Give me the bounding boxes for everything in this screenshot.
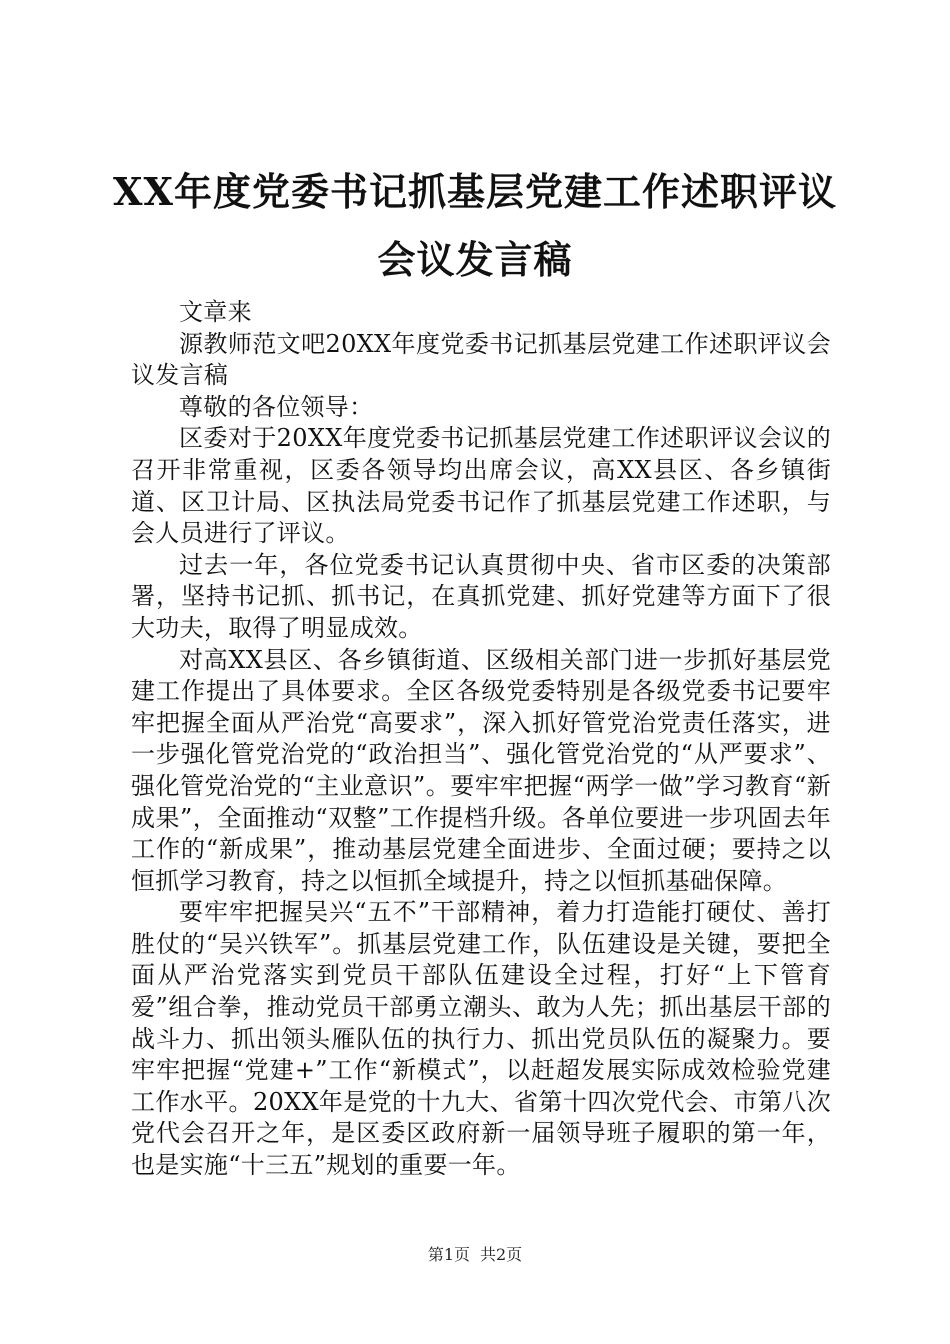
paragraph-4: 要牢牢把握吴兴“五不”干部精神，着力打造能打硬仗、善打胜仗的“吴兴铁军”。抓基层党建工作，队伍建设是关键，要把全面从严治党落实到党员干部队伍建设全过程，打好“上下管育爱”组合拳，推动党员干部勇立潮头、敢为人先；抓出基层干部的战斗力、抓出领头雁队伍的执行力、抓出党员队伍的凝聚力。要牢牢把握“党建+”工作“新模式”，以赶超发展实际成效检验党建工作水平。20XX年是党的十九大、省第十四次党代会、市第八次党代会召开之年，是区委区政府新一届领导班子履职的第一年，也是实施“十三五”规划的重要一年。	[131, 898, 831, 1180]
paragraph-3: 对高XX县区、各乡镇街道、区级相关部门进一步抓好基层党建工作提出了具体要求。全区各级党委特别是各级党委书记要牢牢把握全面从严治党“高要求”，深入抓好管党治党责任落实，进一步强化管党治党的“政治担当”、强化管党治党的“从严要求”、强化管党治党的“主业意识”。要牢牢把握“两学一做”学习教育“新成果”，全面推动“双整”工作提档升级。各单位要进一步巩固去年工作的“新成果”，推动基层党建全面进步、全面过硬；要持之以恒抓学习教育，持之以恒抓全域提升，持之以恒抓基础保障。	[131, 645, 831, 895]
paragraph-1: 区委对于20XX年度党委书记抓基层党建工作述职评议会议的召开非常重视，区委各领导均出席会议，高XX县区、各乡镇街道、区卫计局、区执法局党委书记作了抓基层党建工作述职，与会人员进行了评议。	[131, 424, 831, 548]
paragraph-2: 过去一年，各位党委书记认真贯彻中央、省市区委的决策部署，坚持书记抓、抓书记，在真抓党建、抓好党建等方面下了很大功夫，取得了明显成效。	[131, 550, 831, 642]
paragraph-source-prefix: 文章来	[179, 298, 252, 326]
paragraph-source-line: 源教师范文吧20XX年度党委书记抓基层党建工作述职评议会议发言稿	[131, 329, 831, 390]
paragraph-salutation: 尊敬的各位领导：	[179, 392, 374, 421]
document-body	[131, 297, 831, 1182]
document-title: XX年度党委书记抓基层党建工作述职评议会议发言稿	[113, 169, 837, 282]
page-footer	[0, 1244, 950, 1266]
page-total: 共2页	[480, 1245, 523, 1264]
page-number: 第1页	[427, 1245, 470, 1264]
